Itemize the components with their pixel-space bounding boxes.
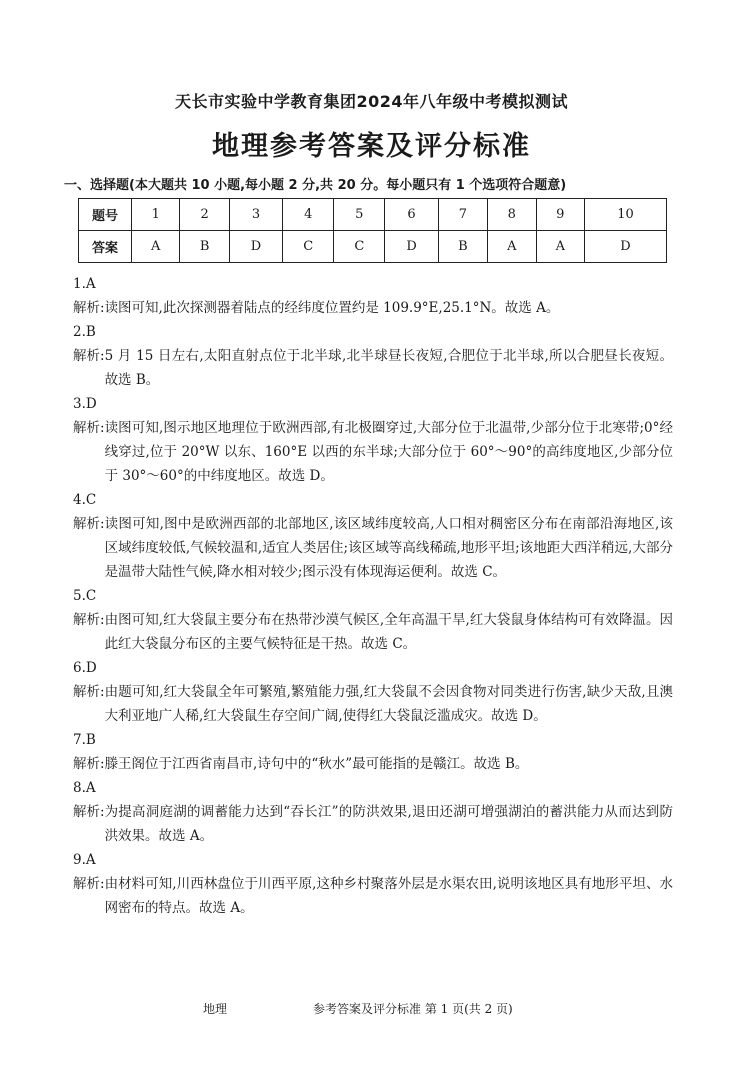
row-label-answer: 答案	[79, 231, 132, 263]
analysis-text: 读图可知,此次探测器着陆点的经纬度位置约是 109.9°E,25.1°N。故选 A。	[104, 300, 560, 316]
analysis-text: 为提高洞庭湖的调蓄能力达到“吞长江”的防洪效果,退田还湖可增强湖泊的蓄洪能力从而达到防洪效果。故选 A。	[104, 804, 673, 844]
answer-table	[78, 198, 667, 263]
question-number: 8.A	[73, 780, 96, 796]
question-number: 1.A	[73, 276, 96, 292]
analysis-block	[73, 296, 673, 320]
section-heading: 一、选择题(本大题共 10 小题,每小题 2 分,共 20 分。每小题只有 1 个选项符合题意)	[64, 178, 567, 193]
page-title: 地理参考答案及评分标准	[212, 131, 531, 162]
school-heading: 天长市实验中学教育集团2024年八年级中考模拟测试	[174, 92, 569, 111]
analysis-text: 由材料可知,川西林盘位于川西平原,这种乡村聚落外层是水渠农田,说明该地区具有地形平坦、水网密布的特点。故选 A。	[104, 876, 673, 916]
question-number: 9.A	[73, 852, 96, 868]
question-number: 4.C	[73, 492, 97, 508]
analysis-text: 读图可知,图示地区地理位于欧洲西部,有北极圈穿过,大部分位于北温带,少部分位于北寒带;0°经线穿过,位于 20°W 以东、160°E 以西的东半球;大部分位于 60°～90°的高纬度地区,少部分位于 30°～60°的中纬度地区。故选 D。	[104, 420, 673, 484]
question-number-cell: 1	[132, 199, 180, 231]
question-number-cell: 10	[585, 199, 667, 231]
question-number-cell: 2	[180, 199, 229, 231]
analysis-text: 由题可知,红大袋鼠全年可繁殖,繁殖能力强,红大袋鼠不会因食物对同类进行伤害,缺少天敌,且澳大利亚地广人稀,红大袋鼠生存空间广阔,使得红大袋鼠泛滥成灾。故选 D。	[104, 684, 673, 724]
analysis-label: 解析:	[73, 876, 105, 892]
analysis-block	[73, 512, 673, 584]
analysis-block	[73, 872, 673, 920]
row-label-question: 题号	[79, 199, 132, 231]
footer-page-info: 参考答案及评分标准 第 1 页(共 2 页)	[313, 1002, 513, 1016]
question-number: 7.B	[73, 732, 96, 748]
question-number-cell: 8	[488, 199, 536, 231]
answer-cell: A	[132, 231, 180, 263]
question-number-cell: 5	[334, 199, 385, 231]
analysis-block	[73, 344, 673, 392]
analysis-block	[73, 608, 673, 656]
analysis-text: 由图可知,红大袋鼠主要分布在热带沙漠气候区,全年高温干旱,红大袋鼠身体结构可有效降温。因此红大袋鼠分布区的主要气候特征是干热。故选 C。	[104, 612, 673, 652]
analysis-label: 解析:	[73, 348, 105, 364]
analysis-list	[73, 272, 673, 920]
question-number: 3.D	[73, 396, 97, 412]
answer-cell: D	[229, 231, 282, 263]
question-number: 6.D	[73, 660, 97, 676]
analysis-text: 5 月 15 日左右,太阳直射点位于北半球,北半球昼长夜短,合肥位于北半球,所以合肥昼长夜短。故选 B。	[104, 348, 673, 388]
analysis-block	[73, 752, 673, 776]
question-number-cell: 3	[229, 199, 282, 231]
answer-cell: B	[438, 231, 487, 263]
answer-cell: D	[585, 231, 667, 263]
analysis-text: 读图可知,图中是欧洲西部的北部地区,该区域纬度较高,人口相对稠密区分布在南部沿海地区,该区域纬度较低,气候较温和,适宜人类居住;该区域等高线稀疏,地形平坦;该地距大西洋稍远,大部分是温带大陆性气候,降水相对较少;图示没有体现海运便利。故选 C。	[104, 516, 673, 580]
analysis-block	[73, 680, 673, 728]
analysis-block	[73, 416, 673, 488]
question-number-cell: 4	[283, 199, 334, 231]
answer-cell: D	[385, 231, 438, 263]
question-number-row	[79, 199, 667, 231]
question-number-cell: 6	[385, 199, 438, 231]
question-number-cell: 7	[438, 199, 487, 231]
analysis-label: 解析:	[73, 612, 105, 628]
analysis-label: 解析:	[73, 804, 105, 820]
analysis-label: 解析:	[73, 684, 105, 700]
analysis-label: 解析:	[73, 300, 105, 316]
answer-cell: B	[180, 231, 229, 263]
question-number: 5.C	[73, 588, 97, 604]
answer-cell: A	[536, 231, 584, 263]
answer-row	[79, 231, 667, 263]
analysis-label: 解析:	[73, 420, 105, 436]
question-number-cell: 9	[536, 199, 584, 231]
analysis-text: 滕王阁位于江西省南昌市,诗句中的“秋水”最可能指的是赣江。故选 B。	[104, 756, 529, 772]
analysis-label: 解析:	[73, 756, 105, 772]
analysis-label: 解析:	[73, 516, 105, 532]
question-number: 2.B	[73, 324, 96, 340]
answer-cell: A	[488, 231, 536, 263]
answer-cell: C	[283, 231, 334, 263]
footer-subject: 地理	[203, 1002, 228, 1016]
analysis-block	[73, 800, 673, 848]
answer-cell: C	[334, 231, 385, 263]
